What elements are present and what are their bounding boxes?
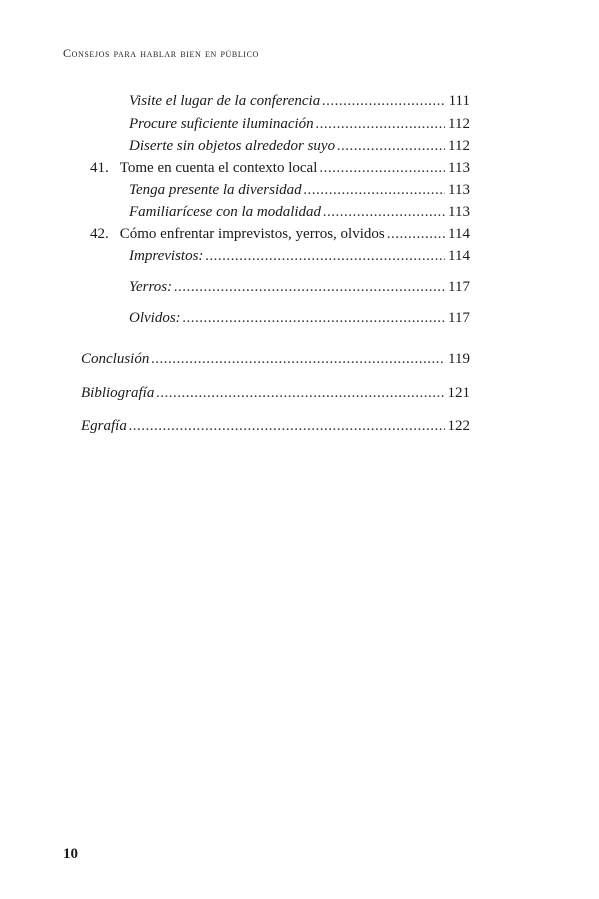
toc-entry-visite[interactable]: [129, 92, 470, 110]
toc-entry-modalidad[interactable]: [129, 203, 470, 221]
dot-leader: [174, 278, 445, 296]
toc-entry-title: Diserte sin objetos alrededor suyo: [129, 138, 336, 154]
toc-entry-yerros[interactable]: [129, 278, 470, 296]
toc-entry-42[interactable]: [90, 225, 470, 243]
dot-leader: [319, 159, 445, 177]
toc-entry-title: Procure suficiente iluminación: [129, 116, 314, 132]
toc-entry-page: 113: [448, 204, 470, 220]
toc-entry-diserte[interactable]: [129, 137, 470, 155]
toc-entry-page: 111: [448, 93, 470, 109]
toc-entry-page: 117: [448, 310, 470, 326]
toc-entry-olvidos[interactable]: [129, 309, 470, 327]
toc-entry-diversidad[interactable]: [129, 181, 470, 199]
toc-entry-conclusion[interactable]: [81, 350, 470, 368]
toc-entry-number: 41.: [90, 160, 109, 176]
toc-entry-title: Conclusión: [81, 351, 150, 367]
toc-entry-title: Egrafía: [81, 418, 127, 434]
toc-entry-page: 112: [448, 116, 470, 132]
toc-entry-page: 113: [448, 182, 470, 198]
dot-leader: [337, 137, 445, 155]
toc-entry-egrafia[interactable]: [81, 417, 470, 435]
dot-leader: [323, 203, 445, 221]
toc-entry-page: 117: [448, 279, 470, 295]
toc-entry-title: Tome en cuenta el contexto local: [119, 160, 318, 176]
toc-entry-page: 112: [448, 138, 470, 154]
dot-leader: [304, 181, 445, 199]
toc-entry-title: Olvidos:: [129, 310, 181, 326]
toc-entry-page: 122: [447, 418, 470, 434]
toc-entry-title: Yerros:: [129, 279, 173, 295]
toc-entry-imprevistos[interactable]: [129, 247, 470, 265]
toc-entry-page: 119: [448, 351, 470, 367]
toc-entry-title: Tenga presente la diversidad: [129, 182, 302, 198]
page-number: 10: [63, 846, 78, 862]
dot-leader: [205, 247, 445, 265]
toc-entry-title: Visite el lugar de la conferencia: [129, 93, 321, 109]
toc-entry-bibliografia[interactable]: [81, 384, 470, 402]
toc-entry-iluminacion[interactable]: [129, 115, 470, 133]
toc-entry-page: 113: [448, 160, 470, 176]
running-head: Consejos para hablar bien en público: [63, 46, 259, 60]
toc-entry-title: Imprevistos:: [129, 248, 204, 264]
dot-leader: [316, 115, 445, 133]
dot-leader: [151, 350, 445, 368]
toc-entry-page: 121: [447, 385, 470, 401]
toc-entry-title: Cómo enfrentar imprevistos, yerros, olvidos: [119, 226, 385, 242]
dot-leader: [322, 92, 445, 110]
toc-entry-page: 114: [448, 226, 470, 242]
toc-entry-page: 114: [448, 248, 470, 264]
toc-entry-title: Bibliografía: [81, 385, 155, 401]
toc-entry-number: 42.: [90, 226, 109, 242]
dot-leader: [129, 417, 445, 435]
dot-leader: [156, 384, 444, 402]
toc-entry-title: Familiarícese con la modalidad: [129, 204, 322, 220]
dot-leader: [387, 225, 445, 243]
toc-entry-41[interactable]: [90, 159, 470, 177]
dot-leader: [183, 309, 445, 327]
